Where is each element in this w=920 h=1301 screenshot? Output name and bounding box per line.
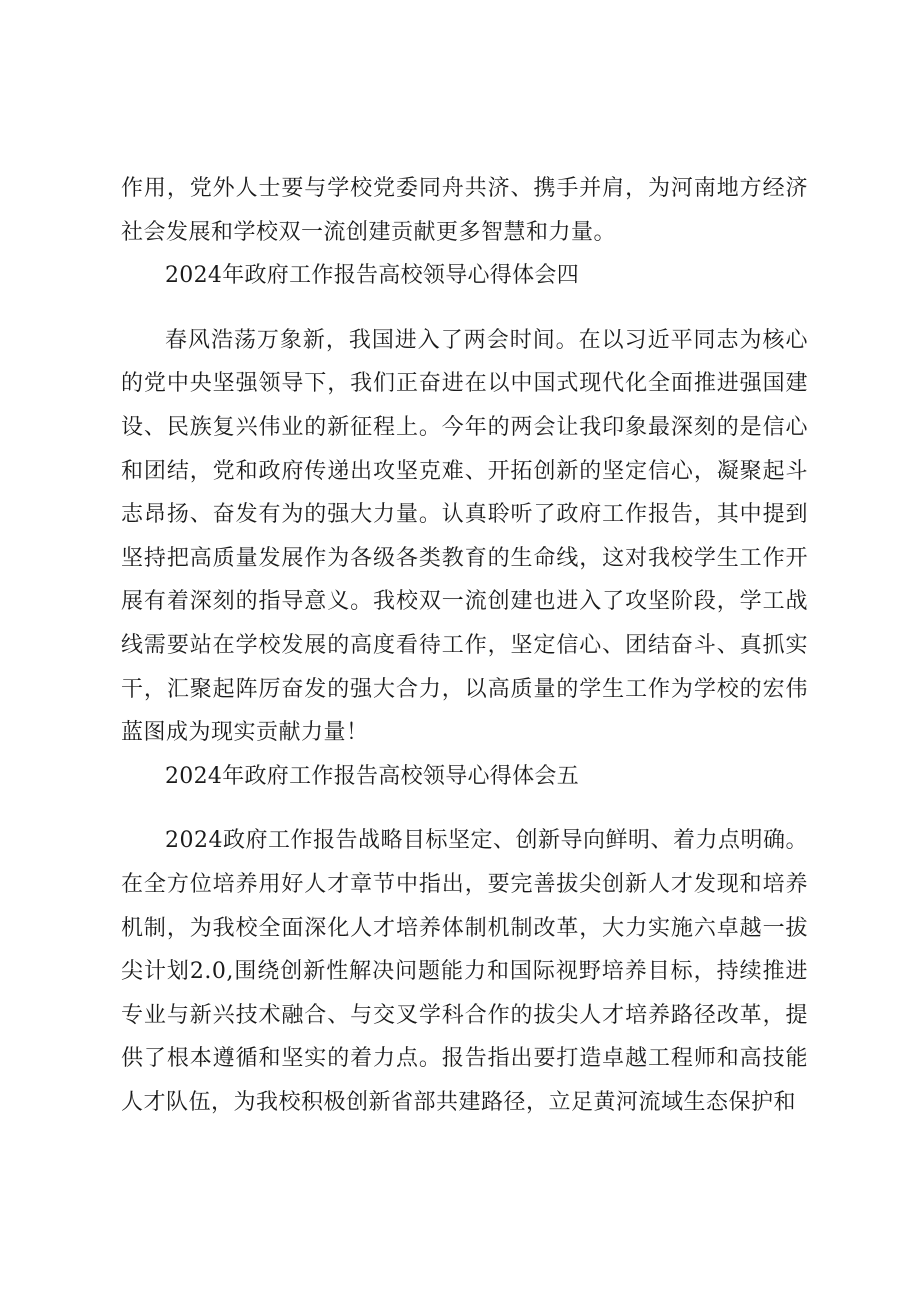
spacer bbox=[121, 298, 808, 319]
paragraph-continued: 作用，党外人士要与学校党委同舟共济、携手并肩，为河南地方经济社会发展和学校双一流创建贡献更多智慧和力量。 bbox=[121, 176, 808, 245]
paragraph-five: 2024政府工作报告战略目标坚定、创新导向鲜明、着力点明确。在全方位培养用好人才章节中指出，要完善拔尖创新人才发现和培养机制，为我校全面深化人才培养体制机制改革，大力实施六卓越一拔尖计划2.0,围绕创新性解决问题能力和国际视野培养目标，持续推进专业与新兴技术融合、与交叉学科合作的拔尖人才培养路径改革，提供了根本遵循和坚实的着力点。报告指出要打造卓越工程师和高技能人才队伍，为我校积极创新省部共建路径，立足黄河流域生态保护和 bbox=[121, 828, 808, 1115]
section-heading-five: 2024年政府工作报告高校领导心得体会五 bbox=[165, 763, 579, 789]
spacer bbox=[121, 798, 808, 819]
paragraph-four: 春风浩荡万象新，我国进入了两会时间。在以习近平同志为核心的党中央坚强领导下，我们正奋进在以中国式现代化全面推进强国建设、民族复兴伟业的新征程上。今年的两会让我印象最深刻的是信心和团结，党和政府传递出攻坚克难、开拓创新的坚定信心，凝聚起斗志昂扬、奋发有为的强大力量。认真聆听了政府工作报告，其中提到坚持把高质量发展作为各级各类教育的生命线，这对我校学生工作开展有着深刻的指导意义。我校双一流创建也进入了攻坚阶段，学工战线需要站在学校发展的高度看待工作，坚定信心、团结奋斗、真抓实干，汇聚起阵厉奋发的强大合力，以高质量的学生工作为学校的宏伟蓝图成为现实贡献力量！ bbox=[121, 327, 808, 746]
section-heading-four: 2024年政府工作报告高校领导心得体会四 bbox=[165, 263, 579, 289]
